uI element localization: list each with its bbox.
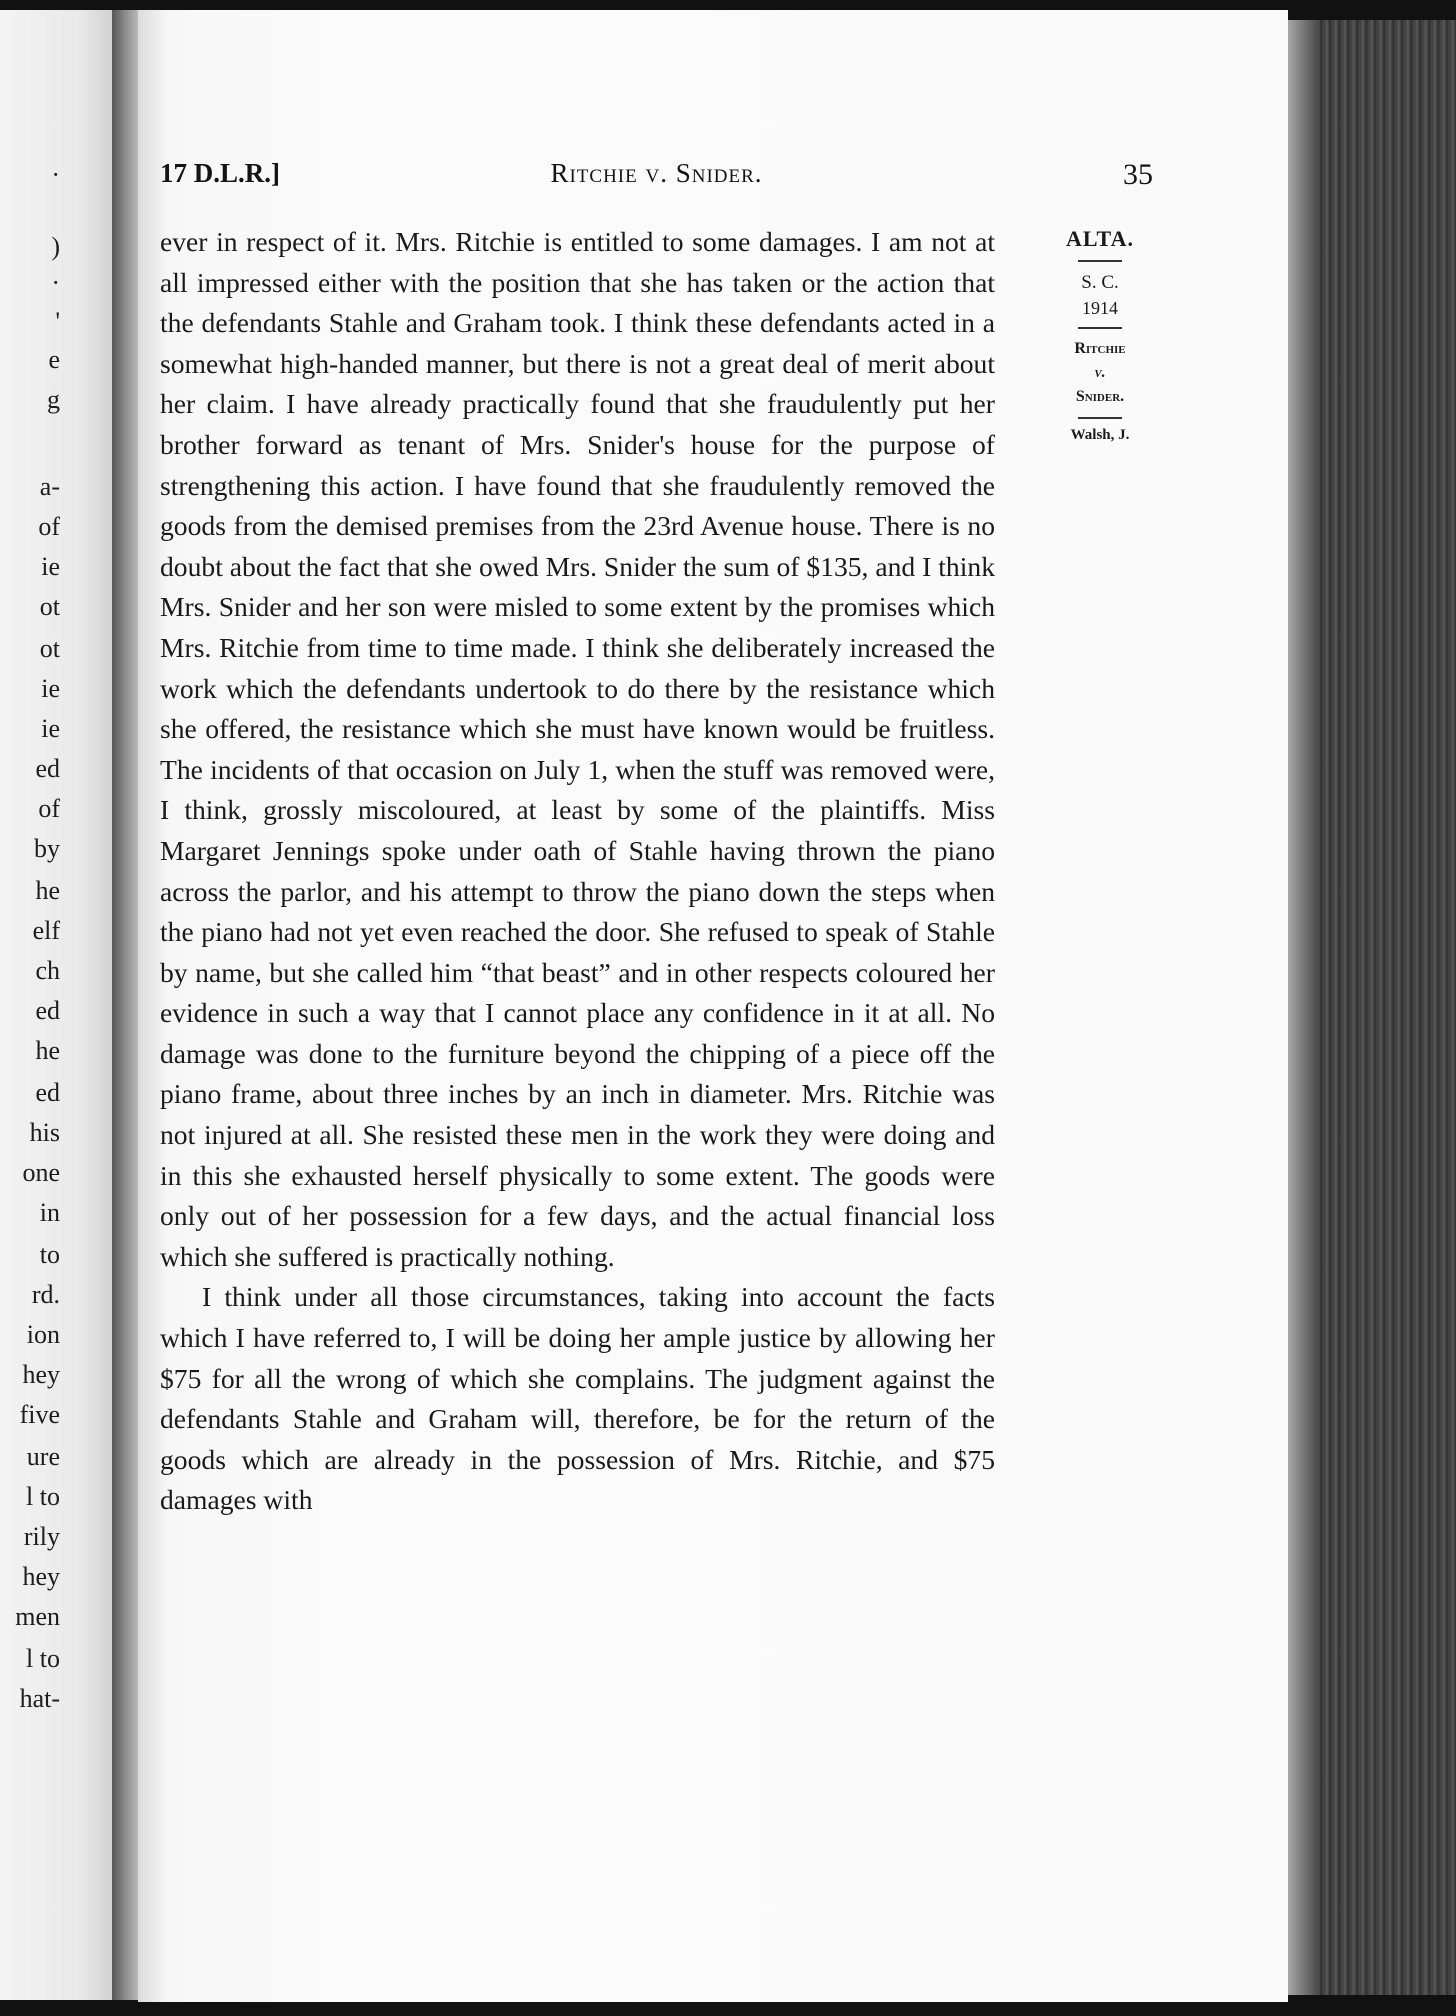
divider [1078, 260, 1122, 262]
court: S. C. [1081, 272, 1119, 293]
left-page-fragment: he [35, 876, 60, 905]
body-text [160, 222, 995, 1521]
left-page-fragment: ed [35, 754, 60, 783]
case-name-defendant: Snider. [1075, 388, 1125, 405]
page-edges [1288, 20, 1456, 1995]
left-page-fragment: rily [23, 1522, 60, 1551]
left-page-fragment: ' [55, 307, 60, 336]
case-title: Ritchie v. Snider. [550, 158, 763, 188]
left-page-fragment: ie [41, 674, 60, 703]
case-name-versus: v. [1094, 364, 1106, 381]
left-page-fragment: ed [35, 1078, 60, 1107]
left-page-fragment: in [39, 1198, 60, 1227]
left-page-fragment: hat- [19, 1684, 60, 1713]
judge: Walsh, J. [1070, 427, 1130, 443]
left-page-fragment: he [35, 1036, 60, 1065]
page-number: 35 [1123, 158, 1153, 191]
left-page-fragment: to [39, 1240, 60, 1269]
left-page-fragment: of [38, 512, 60, 541]
running-header [160, 158, 1153, 198]
left-page-fragment: ie [41, 714, 60, 743]
left-page-fragment: e [48, 345, 60, 374]
left-page-fragment: · [51, 160, 60, 189]
left-page-fragment: · [51, 268, 60, 297]
left-page-fragment: one [22, 1158, 60, 1187]
left-page-fragment: ot [39, 634, 60, 663]
left-page-fragment: hey [22, 1360, 60, 1389]
divider [1078, 327, 1122, 329]
case-name-plaintiff: Ritchie [1074, 340, 1126, 357]
left-page-fragment: ure [26, 1442, 60, 1471]
left-page-fragment: elf [32, 916, 60, 945]
left-page-fragment: hey [22, 1562, 60, 1591]
left-page-fragment: a- [39, 472, 60, 501]
paragraph: ever in respect of it. Mrs. Ritchie is entitled to some damages. I am not at all impressed either with the position that she has taken or the action that the defendants Stahle and Graham took. I think these defendants acted in a somewhat high-handed manner, but there is not a great deal of merit about her claim. I have already practically found that she fraudulently put her brother forward as tenant of Mrs. Snider's house for the purpose of strengthening this action. I have found that she fraudulently removed the goods from the demised premises from the 23rd Avenue house. There is no doubt about the fact that she owed Mrs. Snider the sum of $135, and I think Mrs. Snider and her son were misled to some extent by the promises which Mrs. Ritchie from time to time made. I think she deliberately increased the work which the defendants undertook to do there by the resistance which she offered, the resistance which she must have known would be fruitless. The incidents of that occasion on July 1, when the stuff was removed were, I think, grossly miscoloured, at least by some of the plaintiffs. Miss Margaret Jennings spoke under oath of Stahle having thrown the piano across the parlor, and his attempt to throw the piano down the steps when the piano had not yet even reached the door. She refused to speak of Stahle by name, but she called him “that beast” and in other respects coloured her evidence in such a way that I cannot place any confidence in it at all. No damage was done to the furniture beyond the chipping of a piece off the piano frame, about three inches by an inch in diameter. Mrs. Ritchie was not injured at all. She resisted these men in the work they were doing and in this she exhausted herself physically to some extent. The goods were only out of her possession for a few days, and the actual financial loss which she suffered is practically nothing. [160, 226, 995, 1272]
left-page-fragment: l to [26, 1482, 60, 1511]
left-page-fragment: rd. [31, 1280, 60, 1309]
year: 1914 [1082, 298, 1118, 318]
left-page-fragment: by [34, 834, 60, 863]
left-page-fragment: ch [35, 956, 60, 985]
paragraph: I think under all those circumstances, taking into account the facts which I have referred to, I will be doing her ample justice by allowing her $75 for all the wrong of which she complains. The judgment against the defendants Stahle and Graham will, therefore, be for the return of the goods which are already in the possession of Mrs. Ritchie, and $75 damages with [160, 1281, 995, 1516]
left-page-fragment: ed [35, 996, 60, 1025]
left-page-fragment: ot [39, 592, 60, 621]
left-page-fragment: of [38, 794, 60, 823]
left-page-fragment: five [19, 1400, 60, 1429]
volume-reference: 17 D.L.R.] [160, 158, 280, 188]
margin-sidenote [1040, 226, 1160, 444]
jurisdiction: ALTA. [1066, 226, 1134, 251]
left-page-fragment: ) [51, 232, 60, 261]
left-page-fragment: his [29, 1118, 60, 1147]
left-page-fragment: ion [26, 1320, 60, 1349]
divider [1078, 417, 1122, 419]
left-page-fragment: l to [26, 1644, 60, 1673]
left-page-fragment: men [15, 1602, 60, 1631]
left-page-fragment: ie [41, 552, 60, 581]
left-page-fragment: g [47, 385, 60, 414]
